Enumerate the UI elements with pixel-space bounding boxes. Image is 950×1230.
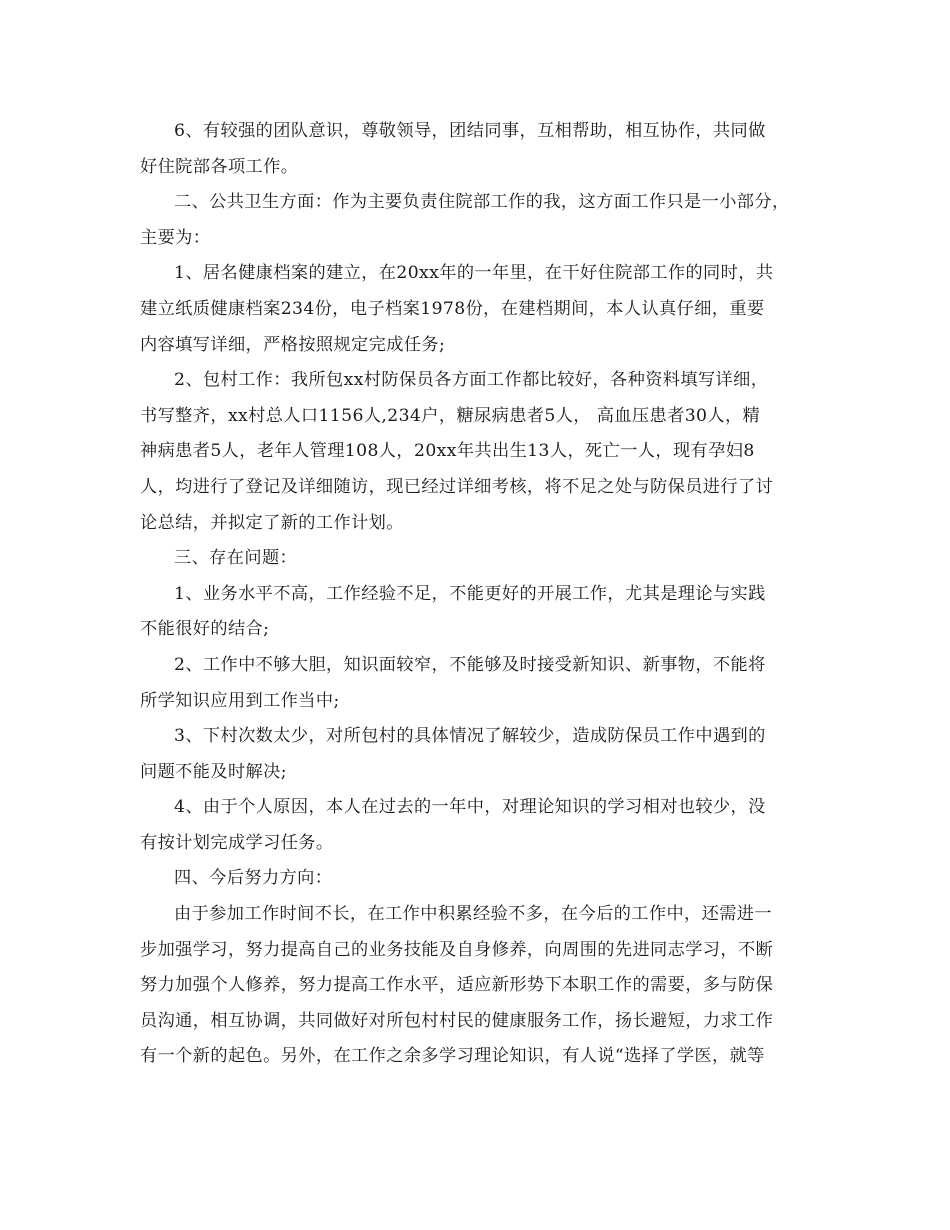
text-line: 不能很好的结合; — [140, 619, 270, 640]
text-line: 4、由于个人原因，本人在过去的一年中，对理论知识的学习相对也较少，没 — [174, 797, 766, 818]
text-line: 由于参加工作时间不长，在工作中积累经验不多，在今后的工作中，还需进一 — [174, 904, 772, 925]
text-line: 步加强学习，努力提高自己的业务技能及自身修养，向周围的先进同志学习，不断 — [140, 939, 774, 960]
text-line: 1、业务水平不高，工作经验不足，不能更好的开展工作，尤其是理论与实践 — [174, 583, 766, 604]
text-line: 主要为： — [140, 227, 211, 248]
text-line: 有按计划完成学习任务。 — [140, 832, 334, 853]
text-line: 努力加强个人修养，努力提高工作水平，适应新形势下本职工作的需要，多与防保 — [140, 975, 774, 996]
text-line: 二、公共卫生方面：作为主要负责住院部工作的我，这方面工作只是一小部分， — [174, 192, 790, 213]
text-line: 好住院部各项工作。 — [140, 156, 299, 177]
text-line: 所学知识应用到工作当中; — [140, 690, 340, 711]
text-line: 论总结，并拟定了新的工作计划。 — [140, 512, 404, 533]
text-line: 三、存在问题： — [174, 548, 298, 569]
text-line: 建立纸质健康档案234份，电子档案1978份，在建档期间，本人认真仔细，重要 — [140, 298, 765, 319]
text-line: 人，均进行了登记及详细随访，现已经过详细考核，将不足之处与防保员进行了讨 — [140, 476, 774, 497]
text-line: 2、包村工作：我所包xx村防保员各方面工作都比较好，各种资料填写详细， — [174, 370, 769, 391]
text-line: 2、工作中不够大胆，知识面较窄，不能够及时接受新知识、新事物，不能将 — [174, 654, 766, 675]
text-line: 有一个新的起色。另外，在工作之余多学习理论知识，有人说“选择了学医，就等 — [140, 1046, 765, 1067]
text-line: 四、今后努力方向： — [174, 868, 333, 889]
text-line: 内容填写详细，严格按照规定完成任务; — [140, 334, 446, 355]
document-body — [140, 114, 808, 1075]
text-line: 1、居名健康档案的建立，在20xx年的一年里，在干好住院部工作的同时，共 — [174, 263, 774, 284]
text-line: 3、下村次数太少，对所包村的具体情况了解较少，造成防保员工作中遇到的 — [174, 726, 766, 747]
text-line: 书写整齐，xx村总人口1156人,234户，糖尿病患者5人， 高血压患者30人，精 — [140, 405, 761, 426]
text-line: 6、有较强的团队意识，尊敬领导，团结同事，互相帮助，相互协作，共同做 — [174, 121, 766, 141]
text-line: 问题不能及时解决; — [140, 761, 287, 782]
text-line: 神病患者5人，老年人管理108人，20xx年共出生13人，死亡一人，现有孕妇8 — [140, 441, 755, 462]
text-line: 员沟通，相互协调，共同做好对所包村村民的健康服务工作，扬长避短，力求工作 — [140, 1010, 774, 1031]
